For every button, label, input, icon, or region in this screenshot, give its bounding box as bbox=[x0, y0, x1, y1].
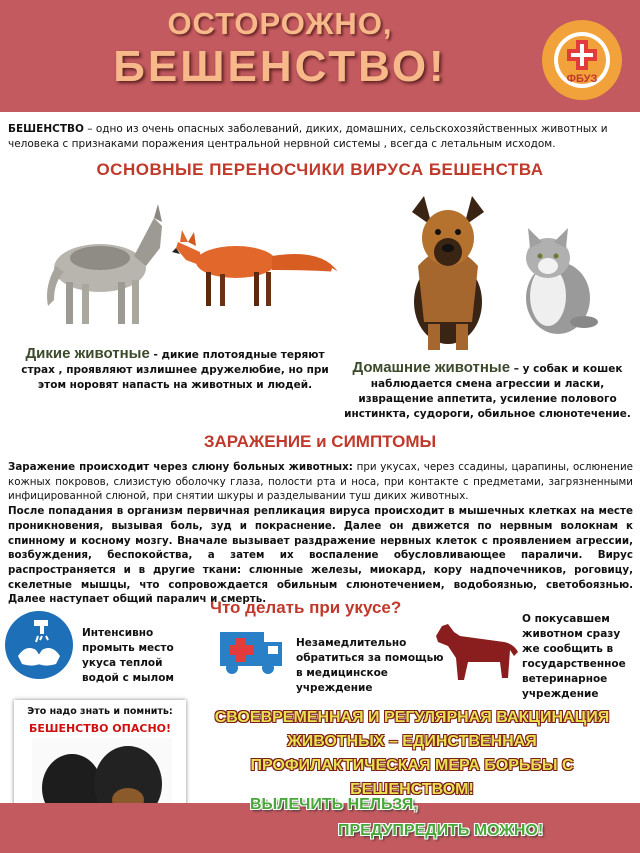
vaccination-message bbox=[192, 706, 632, 802]
step-wash: Интенсивно промыть место укуса теплой водой с мылом bbox=[82, 627, 175, 684]
wild-animals-text bbox=[20, 346, 330, 393]
intro-text: – одно из очень опасных заболеваний, диких, домашних, сельскохозяйственных животных и человека с признаками поражения центральной нервной системы , всегда с летальным исходом. bbox=[8, 123, 608, 150]
ambulance-icon bbox=[218, 624, 284, 676]
vaccination-line2: ЖИВОТНЫХ – ЕДИНСТВЕННАЯ bbox=[287, 733, 537, 750]
dog-image bbox=[388, 192, 508, 352]
cat-image bbox=[508, 226, 600, 338]
logo-text: ФБУЗ bbox=[566, 73, 598, 85]
vaccination-line4: БЕШЕНСТВОМ! bbox=[350, 781, 474, 798]
infection-title: ЗАРАЖЕНИЕ и СИМПТОМЫ bbox=[203, 432, 437, 451]
warning-line1: Это надо знать и помнить: bbox=[27, 706, 173, 717]
vaccination-line1: СВОЕВРЕМЕННАЯ И РЕГУЛЯРНАЯ ВАКЦИНАЦИЯ bbox=[214, 709, 610, 726]
fbuz-logo bbox=[540, 18, 624, 102]
wild-animals-desc: - дикие плотоядные теряют страх , проявляют излишнее дружелюбие, но при этом норовят напасть на животных и людей. bbox=[21, 349, 329, 391]
wash-hands-icon bbox=[4, 610, 74, 680]
slogan-line2: ПРЕДУПРЕДИТЬ МОЖНО! bbox=[338, 822, 544, 839]
intro-term: БЕШЕНСТВО bbox=[8, 123, 84, 135]
slogan-line1: ВЫЛЕЧИТЬ НЕЛЬЗЯ, bbox=[250, 796, 418, 813]
vaccination-line3: ПРОФИЛАКТИЧЕСКАЯ МЕРА БОРЬБЫ С bbox=[250, 757, 574, 774]
infection-p2: После попадания в организм первичная репликация вируса происходит в мышечных клетках на месте проникновения, вызывая боль, зуд и покраснение. Далее он движется по нервным волокнам к спинному и косному мозгу. Вначале вызывает раздражение нервных клеток с проявлением агрессии, возбуждения, беспокойства, а затем их воспаление обусловливающее параличи. Вирус распространяется и в другие ткани: слюнные железы, миокард, кору надпочечников, роговицу, скелетные мышцы, что сопровождается обильным слюнотечением, водобоязнью, светобоязнью. Далее наступает общий паралич и смерть. bbox=[8, 505, 633, 606]
warning-line2: БЕШЕНСТВО ОПАСНО! bbox=[28, 722, 172, 735]
dog-silhouette-icon bbox=[434, 622, 520, 692]
title-line1: ОСТОРОЖНО, bbox=[167, 6, 393, 41]
wild-animals-heading: Дикие животные bbox=[25, 345, 150, 362]
infection-p1-text: при укусах, через ссадины, царапины, ослюнение кожных покровов, слизистую оболочку глаза, полости рта и носа, при контакте с предметами, загрязненными инфицированной слюной, при снятии шкуры и разделывании туш диких животных. bbox=[8, 461, 634, 503]
home-animals-desc: – у собак и кошек наблюдается смена агрессии и ласки, извращение аппетита, усиление полового инстинкта, судороги, обильное слюнотечение. bbox=[344, 363, 631, 420]
intro-paragraph bbox=[8, 122, 633, 152]
header-banner bbox=[0, 0, 640, 112]
infection-body bbox=[8, 460, 633, 607]
title-line2: БЕШЕНСТВО! bbox=[113, 42, 447, 91]
carriers-title: ОСНОВНЫЕ ПЕРЕНОСЧИКИ ВИРУСА БЕШЕНСТВА bbox=[96, 160, 544, 179]
infection-p1-bold: Заражение происходит через слюну больных животных: bbox=[8, 461, 353, 473]
fox-image bbox=[172, 226, 342, 311]
home-animals-heading: Домашние животные bbox=[352, 359, 511, 376]
step-medical: Незамедлительно обратиться за помощью в медицинское учреждение bbox=[296, 637, 444, 694]
bite-question: Что делать при укусе? bbox=[210, 598, 402, 617]
step-report: О покусавшем животном сразу же сообщить в государственное ветеринарное учреждение bbox=[522, 613, 626, 700]
home-animals-text bbox=[340, 360, 635, 422]
wolf-image bbox=[42, 196, 167, 331]
